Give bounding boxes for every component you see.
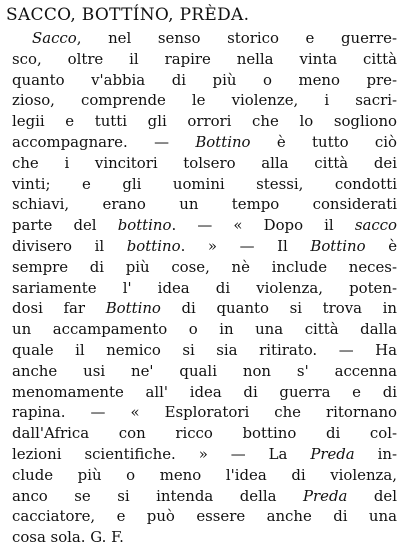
text-line [12,402,397,423]
text-run: legii e tutti gli orrori che lo sogliono [12,112,397,131]
text-run: zioso, comprende le violenze, i sacri- [12,91,397,110]
text-line [12,278,397,299]
text-run: accompagnare. — [12,132,196,151]
text-run: . » — Il [180,236,311,255]
text-line [12,90,397,111]
entry-body [12,28,397,548]
text-line [12,49,397,70]
text-run: cosa sola. G. F. [12,528,124,547]
text-line [12,506,397,527]
text-line [12,236,397,257]
entry-heading: SACCO, BOTTÍNO, PRÈDA. [6,5,250,25]
text-line [12,257,397,278]
text-line [12,423,397,444]
text-line [12,28,397,49]
italic-term: Sacco [32,29,77,47]
text-run: anche usi ne' quali non s' accenna [12,361,397,380]
text-run: vinti; e gli uomini stessi, condotti [12,174,397,193]
text-run: clude più o meno l'idea di violenza, [12,465,397,484]
text-line [12,153,397,174]
italic-term: bottino [126,236,181,255]
text-run: schiavi, erano un tempo considerati [12,195,397,214]
text-run: dosi far [12,299,106,318]
text-run: lezioni scientifiche. » — La [12,444,311,463]
text-line [12,174,397,195]
text-line [12,319,397,340]
text-run: che i vincitori tolsero alla città dei [12,153,397,172]
text-run: parte del [12,216,118,235]
text-run: sempre di più cose, nè include neces- [12,257,397,276]
text-run: menomamente all' idea di guerra e di [12,382,397,401]
text-run: è tutto ciò [250,132,397,151]
italic-term: Preda [310,444,355,463]
text-run: , nel senso storico e guerre- [76,29,397,47]
text-line [12,340,397,361]
italic-term: Bottino [195,132,251,151]
text-line [12,132,397,153]
text-line [12,194,397,215]
italic-term: sacco [354,216,397,235]
text-run: dall'Africa con ricco bottino di col- [12,424,397,443]
text-line [12,527,397,548]
italic-term: Bottino [310,236,366,255]
text-run: quale il nemico si sia ritirato. — Ha [12,340,397,359]
text-run: quanto v'abbia di più o meno pre- [12,70,397,89]
text-line [12,70,397,91]
text-run: del [347,486,397,505]
text-line [12,361,397,382]
text-line [12,111,397,132]
text-line [12,215,397,236]
text-run: sariamente l' idea di violenza, poten- [12,278,397,297]
italic-term: Bottino [105,299,161,318]
text-line [12,465,397,486]
text-run: cacciatore, e può essere anche di una [12,507,397,526]
text-run: un accampamento o in una città dalla [12,320,397,339]
text-line [12,382,397,403]
italic-term: Preda [303,486,348,505]
text-run: rapina. — « Esploratori che ritornano [12,403,397,422]
text-run: . — « Dopo il [171,216,355,235]
text-run: di quanto si trova in [160,299,398,318]
text-run: anco se si intenda della [12,486,304,505]
text-line [12,444,397,465]
text-run: divisero il [12,236,127,255]
text-line [12,298,397,319]
italic-term: bottino [117,216,172,235]
text-run: è [365,236,398,255]
text-line [12,486,397,507]
text-run: sco, oltre il rapire nella vinta città [12,49,397,68]
text-run: in- [354,444,398,463]
